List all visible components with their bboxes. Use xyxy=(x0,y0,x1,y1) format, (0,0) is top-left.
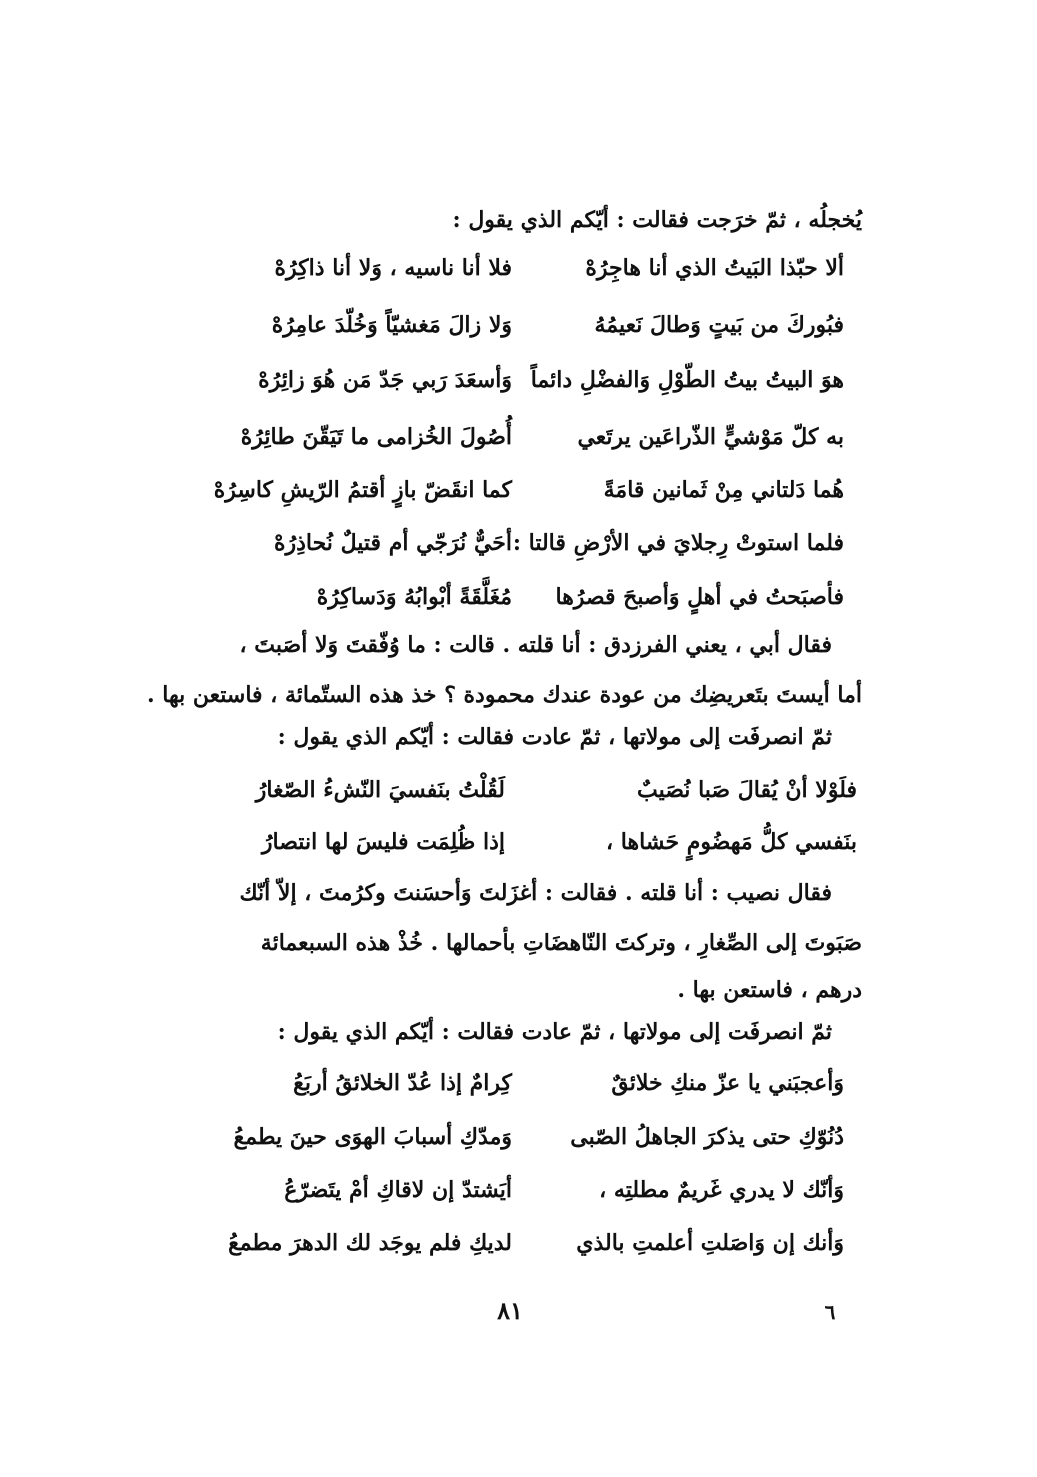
verse-hemistich-first: هُما دَلتاني مِنْ ثَمانين قامَةً xyxy=(603,477,844,503)
prose-line: فقال نصيب : أنا قلته . فقالت : أغزَلتَ وَأحسَنتَ وكرُمتَ ، إلاّ أنّك xyxy=(239,880,832,906)
verse-hemistich-second: أيَشتدّ إن لاقاكِ أمْ يتَضرّعُ xyxy=(284,1177,512,1203)
verse-hemistich-first: فلَوْلا أنْ يُقالَ صَبا نُصَيبٌ xyxy=(636,777,857,803)
verse-hemistich-first: فبُوركَ من بَيتٍ وَطالَ نَعيمُهُ xyxy=(594,312,844,338)
verse-hemistich-second: أُصُولَ الخُزامى ما تَيَقّنَ طائِرُهْ xyxy=(240,424,512,450)
verse-hemistich-second: كما انقَضّ بازٍ أقتمُ الرّيشِ كاسِرُهْ xyxy=(213,477,512,503)
verse-hemistich-second: مُغَلَّقَةً أبْوابُهُ وَدَساكِرُهْ xyxy=(316,584,512,610)
verse-hemistich-first: وَأنك إن وَاصَلتِ أعلمتِ بالذي xyxy=(576,1230,844,1256)
verse-hemistich-first: فلما استوتْ رِجلايَ في الأرْضِ قالتا : xyxy=(512,530,844,556)
verse-hemistich-first: وَأعجبَني يا عزّ منكِ خلائقٌ xyxy=(611,1070,844,1096)
verse-hemistich-first: فأصبَحتُ في أهلٍ وَأصبحَ قصرُها xyxy=(555,584,844,610)
prose-line: أما أيستَ بتَعريضِك من عودة عندك محمودة ؟ خذ هذه الستّمائة ، فاستعن بها . xyxy=(146,682,862,708)
verse-hemistich-second: أحَيٌّ نُرَجّي أم قتيلٌ نُحاذِرُهْ xyxy=(273,530,512,556)
verse-hemistich-second: وَأسعَدَ رَبي جَدّ مَن هُوَ زائِرُهْ xyxy=(258,367,512,393)
verse-hemistich-first: هوَ البيتُ بيتُ الطّوْلِ وَالفضْلِ دائماً xyxy=(530,367,844,393)
prose-line: ثمّ انصرفَت إلى مولاتها ، ثمّ عادت فقالت : أيّكم الذي يقول : xyxy=(277,1019,832,1045)
prose-line: ثمّ انصرفَت إلى مولاتها ، ثمّ عادت فقالت : أيّكم الذي يقول : xyxy=(277,724,832,750)
verse-hemistich-first: وَأنّك لا يدري غَريمٌ مطلتِه ، xyxy=(599,1177,844,1203)
verse-hemistich-second: لديكِ فلم يوجَد لك الدهرَ مطمعُ xyxy=(228,1230,512,1256)
verse-hemistich-second: كِرامٌ إذا عُدّ الخلائقُ أربَعُ xyxy=(293,1070,512,1096)
prose-line: فقال أبي ، يعني الفرزدق : أنا قلته . قالت : ما وُفّقتَ وَلا أصَبتَ ، xyxy=(239,632,832,658)
verse-hemistich-first: به كلّ مَوْشيٍّ الذّراعَين يرتَعي xyxy=(577,424,844,450)
verse-hemistich-first: بنَفسي كلُّ مَهضُومٍ حَشاها ، xyxy=(606,829,857,855)
verse-hemistich-second: وَلا زالَ مَغشيّاً وَخُلّدَ عامِرُهْ xyxy=(271,312,512,338)
intro-line: يُخجلُه ، ثمّ خرَجت فقالت : أيّكم الذي يقول : xyxy=(452,207,862,233)
verse-hemistich-first: ألا حبّذا البَيتُ الذي أنا هاجِرُهْ xyxy=(585,255,844,281)
verse-hemistich-first: دُنُوّكِ حتى يذكرَ الجاهلُ الصّبى xyxy=(570,1124,844,1150)
prose-line: درهم ، فاستعن بها . xyxy=(677,977,862,1003)
verse-hemistich-second: وَمدّكِ أسبابَ الهوَى حينَ يطمعُ xyxy=(233,1124,512,1150)
page-number: ٨١ xyxy=(497,1296,523,1325)
prose-line: صَبَوتَ إلى الصِّغارِ ، وتركتَ النّاهضَاتِ بأحمالها . خُذْ هذه السبعمائة xyxy=(260,930,862,956)
signature-mark: ٦ xyxy=(824,1300,836,1324)
verse-hemistich-second: إذا ظُلِمَت فليسَ لها انتصارُ xyxy=(261,829,505,855)
verse-hemistich-second: فلا أنا ناسيه ، وَلا أنا ذاكِرُهْ xyxy=(274,255,512,281)
verse-hemistich-second: لَقُلْتُ بنَفسيَ النّشءُ الصّغارُ xyxy=(255,777,505,803)
